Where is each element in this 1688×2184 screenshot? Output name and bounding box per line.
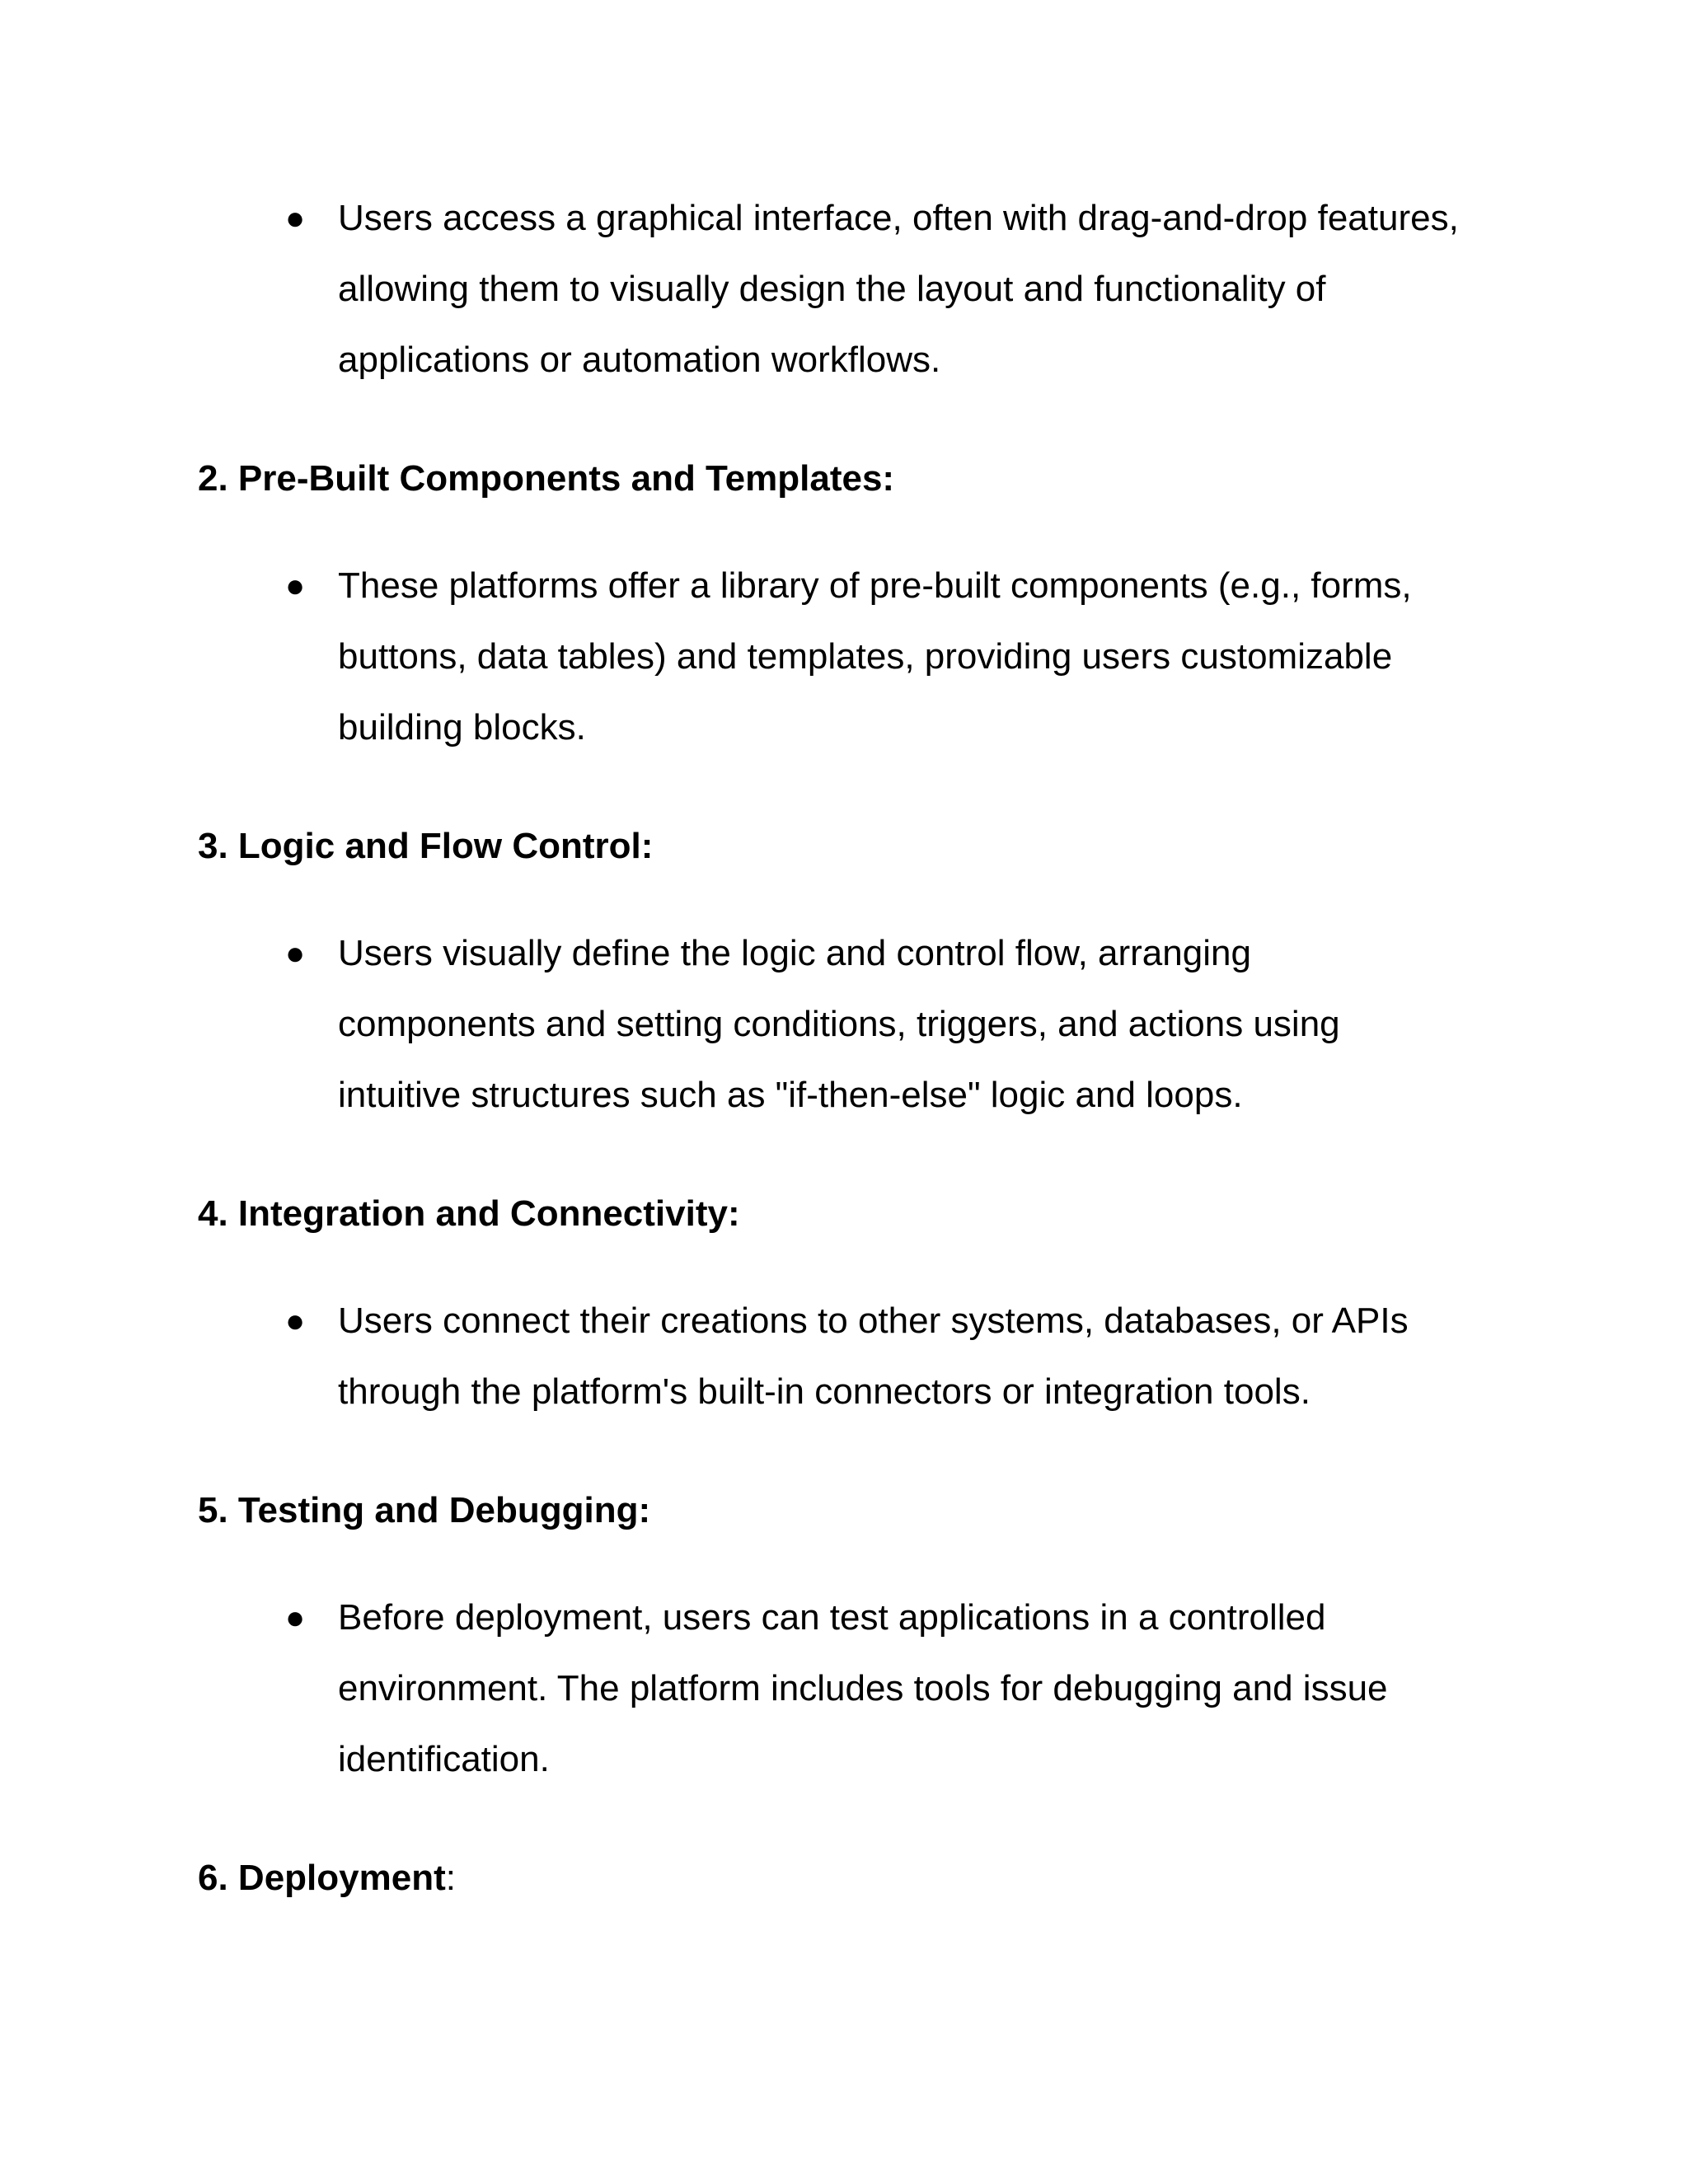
bullet-text: Before deployment, users can test applications in a controlled environment. The platform includes tools for debugging and issue identification.	[338, 1597, 1388, 1779]
heading-suffix: :	[445, 1858, 456, 1898]
section-heading-3	[198, 822, 653, 871]
bullet-text: Users connect their creations to other systems, databases, or APIs through the platform's built-in connectors or integration tools.	[338, 1301, 1409, 1412]
section-heading-5	[198, 1486, 650, 1535]
heading-text: 6. Deployment	[198, 1858, 446, 1898]
bullet-icon: ●	[285, 1600, 306, 1636]
bullet-item-4	[285, 1286, 1505, 1427]
section-heading-4	[198, 1189, 740, 1239]
heading-text: 4. Integration and Connectivity:	[198, 1193, 740, 1234]
bullet-item-3	[285, 918, 1505, 1131]
bullet-item-5	[285, 1582, 1505, 1795]
bullet-icon: ●	[285, 568, 306, 604]
bullet-icon: ●	[285, 935, 306, 972]
section-heading-6	[198, 1854, 456, 1903]
section-heading-2	[198, 454, 894, 504]
bullet-icon: ●	[285, 1303, 306, 1339]
bullet-text: Users visually define the logic and control flow, arranging components and setting conditions, triggers, and actions using intuitive structures such as "if-then-else" logic and loops.	[338, 933, 1340, 1115]
bullet-item-2	[285, 551, 1505, 763]
heading-text: 5. Testing and Debugging:	[198, 1490, 651, 1530]
bullet-text: These platforms offer a library of pre-built components (e.g., forms, buttons, data tables) and templates, providing users customizable building blocks.	[338, 565, 1412, 748]
bullet-icon: ●	[285, 200, 306, 237]
heading-text: 2. Pre-Built Components and Templates:	[198, 458, 895, 499]
heading-text: 3. Logic and Flow Control:	[198, 826, 654, 866]
bullet-text: Users access a graphical interface, often with drag-and-drop features, allowing them to visually design the layout and functionality of applications or automation workflows.	[338, 198, 1459, 380]
bullet-item-1	[285, 183, 1505, 396]
